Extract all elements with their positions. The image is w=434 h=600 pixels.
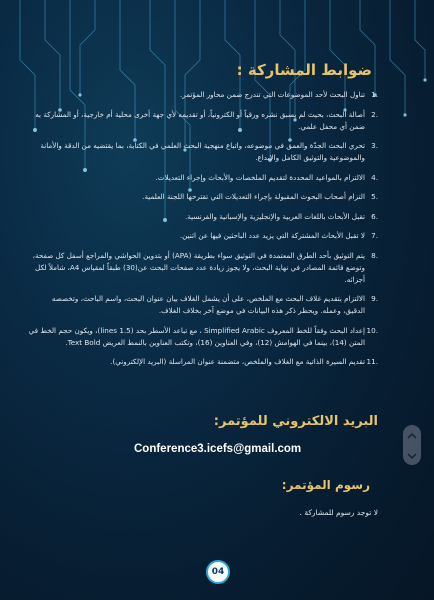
item-text: إعداد البحث وفقاً للخط المعروف Simplified Arabic ، مع تباعد الأسطر بحد (1.5 lines)، ويكون حجم الخط في المتن (14)، بينما في الهوامش (12)، وفي العناوين (16)، وتكتب العناوين بالنمط العريض Text Bold. bbox=[28, 325, 365, 347]
item-text: الالتزام بتقديم غلاف البحث مع الملخص، على أن يشمل الغلاف بيان عنوان البحث، واسم الباحث، وتخصصه الدقيق، وعمله. ويحظر ذكر هذه البيانات في موضع آخر بخلاف الغلاف. bbox=[51, 294, 365, 315]
item-number: .11 bbox=[366, 357, 378, 366]
item-number: .6 bbox=[371, 211, 378, 221]
item-number: .1 bbox=[371, 90, 378, 99]
item-text: أصالة البحث، بحيث لم يسبق نشره ورقياً أو الكترونياً، أو تقديمه لأي جهة أخرى محلية أم خارجية، أو المشاركة به ضمن أي محفل علمي. bbox=[35, 109, 365, 131]
item-text: تحري البحث الجدّة والعمق في موضوعه، واتباع منهجية البحث العلمي في الكتابة، بما يقتضيه من الدقة والأمانة والموضوعية والتوثيق الكامل والإبداع. bbox=[40, 141, 365, 162]
list-item bbox=[28, 140, 378, 164]
list-item bbox=[28, 191, 378, 203]
conference-email-address[interactable]: Conference3.icefs@gmail.com bbox=[134, 443, 302, 455]
conference-email-heading: البريد الالكتروني للمؤتمر: bbox=[213, 414, 378, 429]
item-text: التزام أصحاب البحوث المقبولة بإجراء التعديلات التي تقترحها اللجنة العلمية. bbox=[142, 192, 365, 201]
list-item bbox=[28, 356, 378, 368]
item-number: .3 bbox=[371, 141, 378, 150]
item-text: لا تقبل الأبحاث المشتركة التي يزيد عدد الباحثين فيها عن اثنين. bbox=[179, 231, 365, 240]
item-text: تناول البحث لأحد الموضوعات التي تندرج ضمن محاور المؤتمر. bbox=[179, 90, 365, 99]
item-number: .4 bbox=[371, 172, 378, 182]
page-scroll-control[interactable] bbox=[403, 425, 421, 465]
page-number-badge: 04 bbox=[206, 560, 230, 584]
item-text: الالتزام بالمواعيد المحددة لتقديم الملخصات والأبحاث وإجراء التعديلات. bbox=[155, 172, 365, 182]
list-item bbox=[28, 89, 378, 101]
item-number: .2 bbox=[371, 109, 378, 119]
conference-fees-heading: رسوم المؤتمر: bbox=[281, 478, 370, 492]
chevron-up-icon[interactable] bbox=[405, 428, 419, 442]
chevron-down-icon[interactable] bbox=[405, 448, 419, 462]
item-number: .10 bbox=[366, 325, 378, 335]
item-text: تقبل الأبحاث باللغات العربية والإنجليزية والإسبانية والفرنسية. bbox=[185, 211, 365, 221]
conference-fees-text: لا توجد رسوم للمشاركة . bbox=[299, 508, 378, 517]
list-item bbox=[28, 325, 378, 349]
item-number: .9 bbox=[371, 294, 378, 303]
list-item bbox=[28, 172, 378, 184]
item-number: .7 bbox=[371, 231, 378, 240]
list-item bbox=[28, 211, 378, 223]
list-item bbox=[28, 230, 378, 242]
item-number: .5 bbox=[371, 192, 378, 201]
list-item bbox=[28, 293, 378, 317]
list-item bbox=[28, 109, 378, 133]
item-number: .8 bbox=[371, 250, 378, 260]
participation-rules-heading: ضوابط المشاركة : bbox=[236, 61, 372, 79]
list-item bbox=[28, 250, 378, 286]
rules-list bbox=[28, 89, 378, 376]
item-text: تقديم السيرة الذاتية مع الغلاف والملخص، متضمنة عنوان المراسلة (البريد الإلكتروني). bbox=[110, 357, 365, 366]
item-text: يتم التوثيق بأحد الطرق المعتمدة في التوثيق سواء بطريقة (APA) أو بتدوين الحواشي والمراجع أسفل كل صفحة، وتوضع قائمة المصادر في نهاية البحث، ولا يجوز زيادة عدد صفحات البحث عن(30) طبقاً لمقياس A4، شاملاً لكل أجزائه. bbox=[32, 250, 365, 284]
